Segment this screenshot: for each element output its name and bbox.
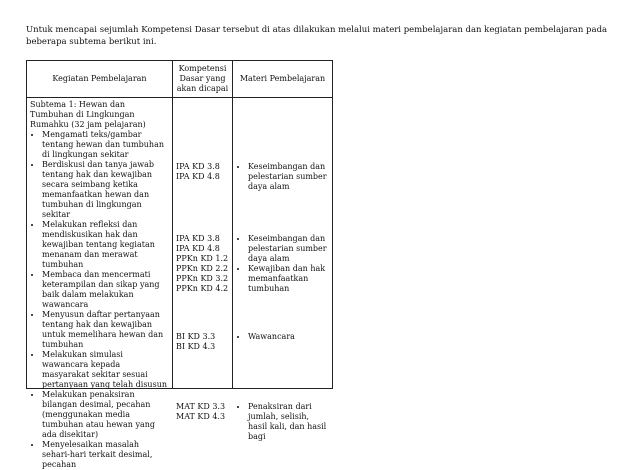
kd-item: IPA KD 3.8 xyxy=(176,162,220,171)
header-materi: Materi Pembelajaran xyxy=(233,61,333,98)
kd-group-3 xyxy=(176,332,215,352)
kd-cell xyxy=(173,98,233,421)
list-item: • Keseimbangan dan pelestarian sumber daya alam xyxy=(248,162,329,192)
kegiatan-list-3 xyxy=(30,440,169,470)
list-item: • Melakukan simulasi wawancara kepada masyarakat sekitar sesuai pertanyaan yang telah disusun xyxy=(42,350,169,390)
list-item: • Berdiskusi dan tanya jawab tentang hak dan kewajiban secara seimbang ketika memanfaatkan hewan dan tumbuhan di lingkungan sekitar xyxy=(42,160,169,220)
list-item: • Keseimbangan dan pelestarian sumber daya alam xyxy=(248,234,329,264)
kd-item: IPA KD 4.8 xyxy=(176,172,220,181)
header-kompetensi: Kompetensi Dasar yang akan dicapai xyxy=(173,61,233,98)
kd-item: PPKn KD 2.2 xyxy=(176,264,229,273)
kegiatan-cell xyxy=(27,98,173,469)
kd-item: IPA KD 3.8 xyxy=(176,234,220,243)
list-item: • Kewajiban dan hak memanfaatkan tumbuhan xyxy=(248,264,329,294)
list-item: • Menyelesaikan masalah sehari-hari terkait desimal, pecahan xyxy=(42,440,169,470)
kegiatan-list-2 xyxy=(30,350,169,440)
list-item: • Menyusun daftar pertanyaan tentang hak dan kewajiban untuk memelihara hewan dan tumbuhan xyxy=(42,310,169,350)
list-item: • Membaca dan mencermati keterampilan dan sikap yang baik dalam melakukan wawancara xyxy=(42,270,169,310)
intro-paragraph: Untuk mencapai sejumlah Kompetensi Dasar tersebut di atas dilakukan melalui materi pembelajaran dan kegiatan pembelajaran pada beberapa subtema berikut ini. xyxy=(26,25,608,47)
subtema-title: Subtema 1: Hewan dan Tumbuhan di Lingkungan Rumahku (32 jam pelajaran) xyxy=(30,100,146,129)
table-row xyxy=(27,98,333,389)
learning-table xyxy=(26,60,333,469)
kd-group-4 xyxy=(176,402,225,422)
table-header-row xyxy=(27,61,333,98)
kegiatan-list-1 xyxy=(30,130,169,350)
kd-item: BI KD 3.3 xyxy=(176,332,216,341)
materi-list-3 xyxy=(236,332,329,342)
header-kegiatan: Kegiatan Pembelajaran xyxy=(27,61,173,98)
materi-list-1 xyxy=(236,162,329,192)
materi-cell xyxy=(233,98,333,441)
kd-item: IPA KD 4.8 xyxy=(176,244,220,253)
kd-item: PPKn KD 4.2 xyxy=(176,284,229,293)
materi-list-4 xyxy=(236,402,329,442)
list-item: • Penaksiran dari jumlah, selisih, hasil kali, dan hasil bagi xyxy=(248,402,329,442)
materi-list-2 xyxy=(236,234,329,294)
kd-item: MAT KD 4.3 xyxy=(176,412,226,421)
kd-item: MAT KD 3.3 xyxy=(176,402,226,411)
kd-group-2 xyxy=(176,234,228,294)
list-item: • Mengamati teks/gambar tentang hewan dan tumbuhan di lingkungan sekitar xyxy=(42,130,169,160)
list-item: • Melakukan penaksiran bilangan desimal, pecahan (menggunakan media tumbuhan atau hewan yang ada disekitar) xyxy=(42,390,169,440)
list-item: • Melakukan refleksi dan mendiskusikan hak dan kewajiban tentang kegiatan menanam dan merawat tumbuhan xyxy=(42,220,169,270)
kd-item: BI KD 4.3 xyxy=(176,342,216,351)
list-item: • Wawancara xyxy=(248,332,329,342)
kd-group-1 xyxy=(176,162,220,182)
kd-item: PPKn KD 1.2 xyxy=(176,254,229,263)
kd-item: PPKn KD 3.2 xyxy=(176,274,229,283)
